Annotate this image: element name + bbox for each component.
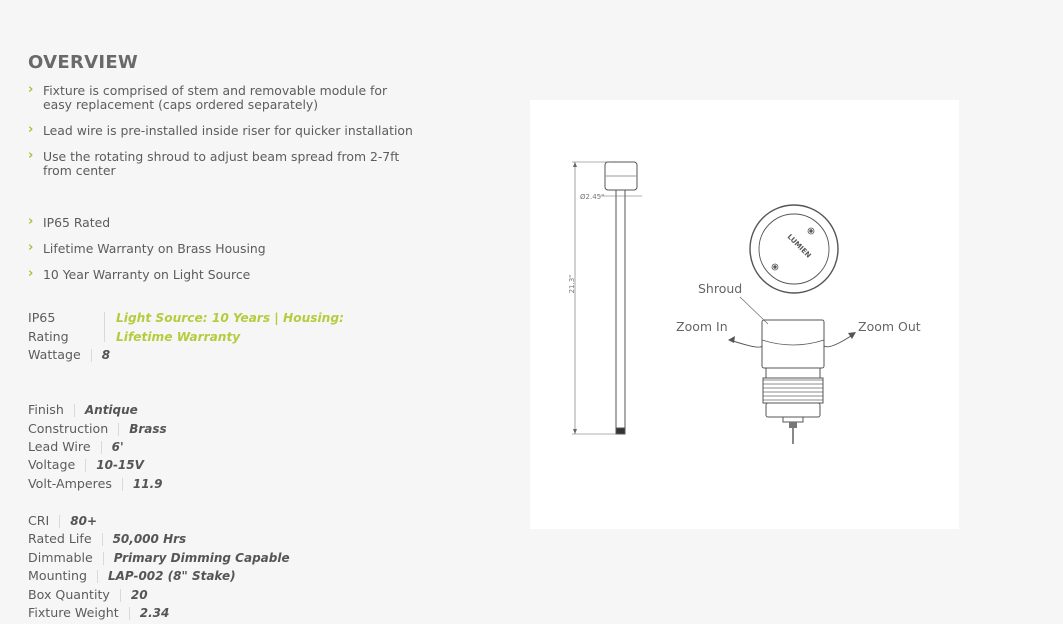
highlight-text: IP65 Rated <box>43 215 111 230</box>
spec-label: Fixture Weight <box>28 605 119 620</box>
spec-divider <box>118 423 119 436</box>
spec-value: 8 <box>101 348 111 362</box>
highlight-list <box>28 216 418 294</box>
module-view <box>728 297 856 444</box>
spec-mounting <box>28 567 236 585</box>
spec-box-quantity <box>28 586 148 604</box>
zoom-in-arrow-line <box>730 340 762 347</box>
shroud-leader-line <box>740 297 768 324</box>
top-view-inner-ring <box>759 214 829 284</box>
spec-divider <box>120 589 121 602</box>
spec-label: Dimmable <box>28 550 93 565</box>
highlight-text: Lifetime Warranty on Brass Housing <box>43 241 266 256</box>
overview-title: OVERVIEW <box>28 52 139 73</box>
chevron-right-icon: › <box>28 214 34 229</box>
spec-dimmable <box>28 549 290 567</box>
spec-cri <box>28 512 97 530</box>
feature-text: Use the rotating shroud to adjust beam spread from 2-7ft from center <box>43 149 400 178</box>
spec-divider <box>103 552 104 565</box>
spec-value: 6' <box>111 440 124 454</box>
highlight-text: 10 Year Warranty on Light Source <box>43 267 251 282</box>
spec-value: 11.9 <box>132 477 163 491</box>
spec-value: 10-15V <box>96 458 144 472</box>
height-label: 21.3" <box>568 274 576 294</box>
technical-drawing <box>530 100 959 529</box>
spec-divider <box>85 459 86 472</box>
spec-label: CRI <box>28 513 50 528</box>
shroud-outline <box>762 320 824 368</box>
spec-value: LAP-002 (8" Stake) <box>107 569 236 583</box>
spec-finish <box>28 401 138 419</box>
spec-wattage <box>28 346 110 364</box>
fixture-drawing-svg <box>530 100 959 529</box>
highlight-item <box>28 242 418 256</box>
spec-value: 20 <box>130 588 148 602</box>
spec-value: 80+ <box>70 514 98 528</box>
spec-divider <box>101 441 102 454</box>
spec-label: Volt-Amperes <box>28 476 112 491</box>
highlight-item <box>28 268 418 282</box>
zoom-in-arrowhead <box>728 336 735 343</box>
spec-volt-amperes <box>28 475 163 493</box>
spec-value: 2.34 <box>139 606 170 620</box>
highlight-item <box>28 216 418 230</box>
side-view <box>572 162 642 434</box>
spec-divider <box>91 349 92 362</box>
spec-divider <box>74 404 75 417</box>
zoom-out-label: Zoom Out <box>858 319 921 334</box>
zoom-out-arrow-line <box>824 334 854 347</box>
feature-item <box>28 124 418 138</box>
chevron-right-icon: › <box>28 240 34 255</box>
spec-label: Rated Life <box>28 531 92 546</box>
spec-value: Brass <box>129 422 167 436</box>
spec-label: Finish <box>28 402 64 417</box>
feature-text: Fixture is comprised of stem and removable module for easy replacement (caps ordered separately) <box>43 83 388 112</box>
spec-divider <box>59 515 60 528</box>
spec-value: Primary Dimming Capable <box>113 551 290 565</box>
thread-lines <box>763 380 823 400</box>
zoom-in-label: Zoom In <box>676 319 728 334</box>
feature-list <box>28 84 418 190</box>
chevron-right-icon: › <box>28 122 34 137</box>
shroud-label: Shroud <box>698 281 743 296</box>
spec-ip65-label: IP65 Rating <box>28 310 69 344</box>
spec-label: Construction <box>28 421 109 436</box>
spec-value: 50,000 Hrs <box>112 532 187 546</box>
spec-label: Wattage <box>28 347 81 362</box>
spec-label: Lead Wire <box>28 439 91 454</box>
chevron-right-icon: › <box>28 266 34 281</box>
spec-lead-wire <box>28 438 124 456</box>
top-view <box>750 205 838 293</box>
feature-text: Lead wire is pre-installed inside riser for quicker installation <box>43 123 413 138</box>
spec-rated-life <box>28 530 186 548</box>
feature-item <box>28 150 418 178</box>
spec-label: Box Quantity <box>28 587 110 602</box>
diameter-label: Ø2.45" <box>580 193 605 201</box>
spec-warranty-value: Light Source: 10 Years | Housing: Lifetime Warranty <box>116 311 344 344</box>
spec-divider <box>129 607 130 620</box>
chevron-right-icon: › <box>28 148 34 163</box>
top-view-outer-ring <box>750 205 838 293</box>
brand-label: LUMIEN <box>785 232 813 260</box>
spec-label: Mounting <box>28 568 87 583</box>
spec-value: Antique <box>84 403 138 417</box>
spec-divider <box>104 312 105 342</box>
spec-divider <box>97 570 98 583</box>
spec-label: Voltage <box>28 457 76 472</box>
spec-voltage <box>28 456 144 474</box>
zoom-out-arrowhead <box>848 332 856 339</box>
feature-item <box>28 84 418 112</box>
chevron-right-icon: › <box>28 82 34 97</box>
fixture-stem-outline <box>616 190 625 432</box>
spec-divider <box>102 533 103 546</box>
spec-fixture-weight <box>28 604 169 622</box>
spec-construction <box>28 420 167 438</box>
stem-base <box>616 428 625 434</box>
spec-divider <box>122 478 123 491</box>
